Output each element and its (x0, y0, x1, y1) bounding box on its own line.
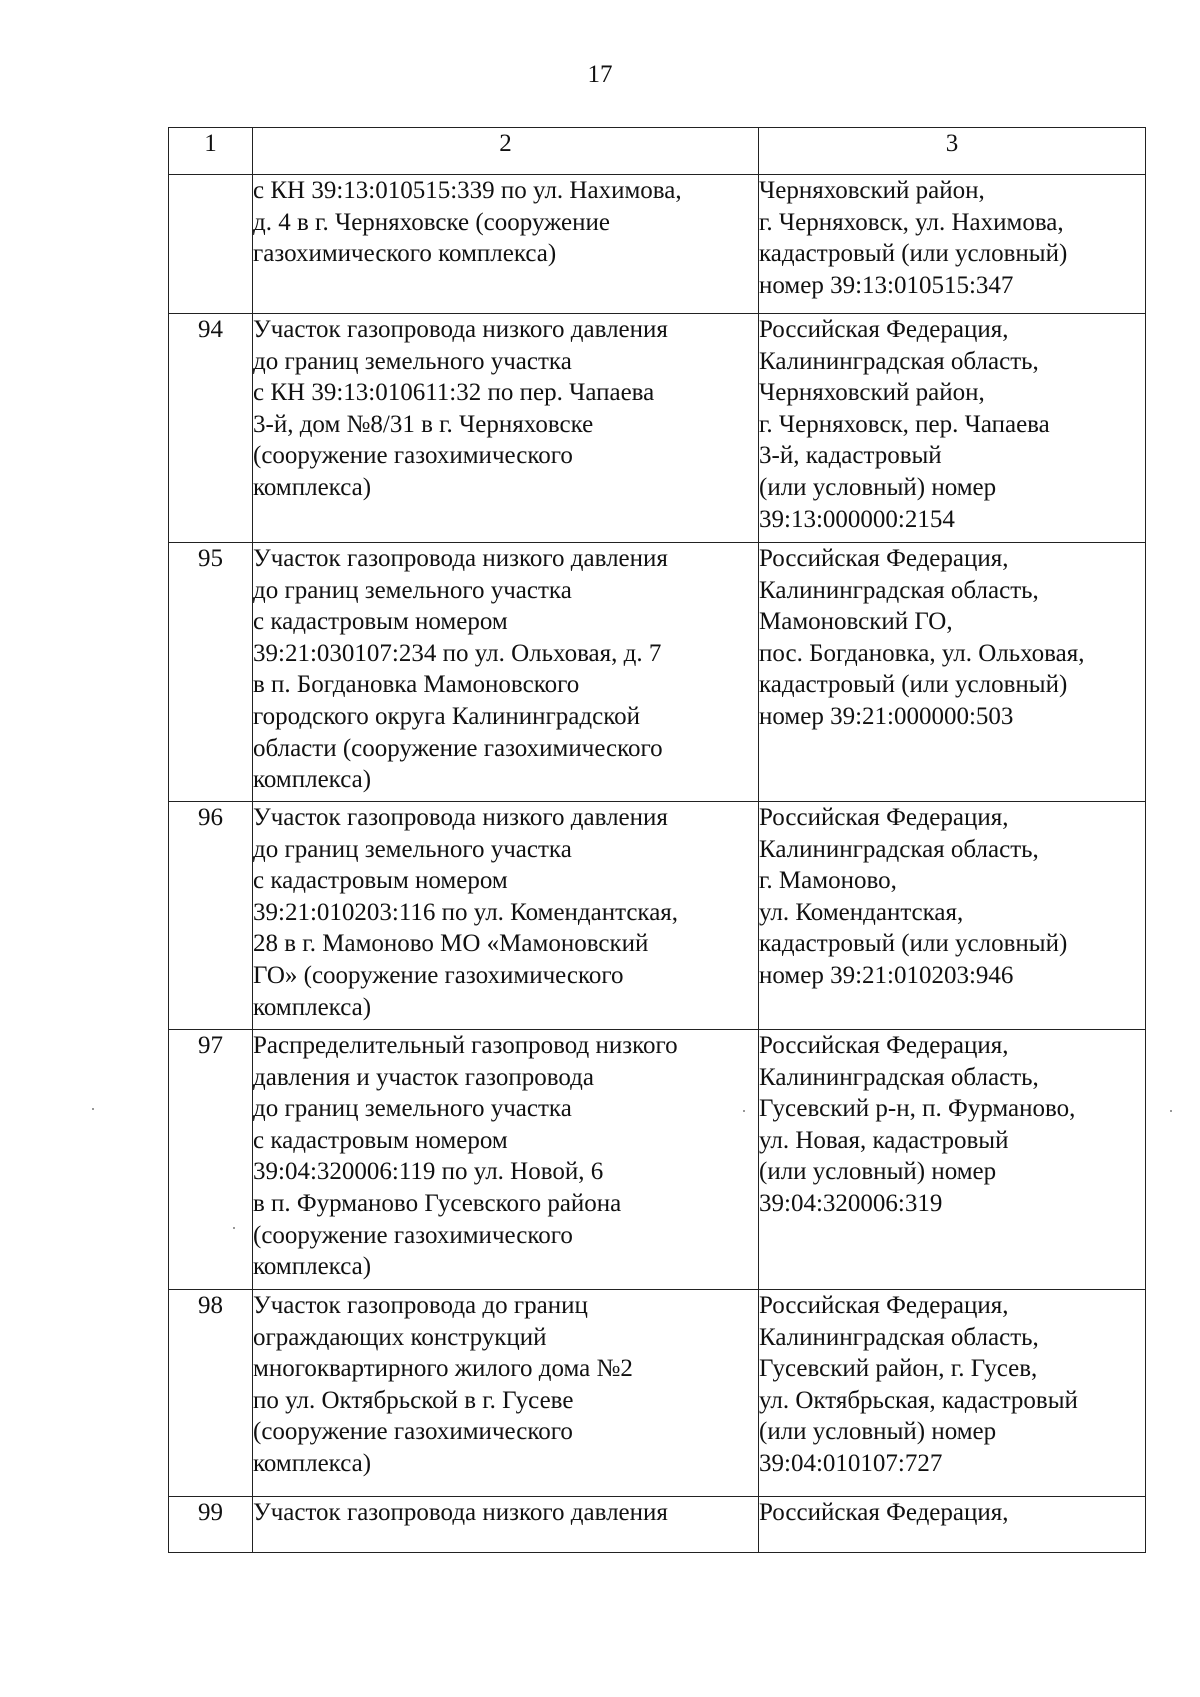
address-line: ул. Новая, кадастровый (759, 1126, 1009, 1154)
description-line: Участок газопровода низкого давления (253, 1499, 668, 1526)
table-row (169, 543, 1146, 802)
scan-speck (92, 1108, 94, 1110)
address-line: ул. Октябрьская, кадастровый (759, 1386, 1078, 1414)
description-line: д. 4 в г. Черняховске (сооружение (253, 208, 611, 236)
object-address (759, 1030, 1146, 1290)
description-line: Участок газопровода низкого давления (253, 804, 668, 831)
object-address (759, 1290, 1146, 1497)
scan-speck (233, 1227, 235, 1229)
address-line: номер 39:21:000000:503 (759, 702, 1014, 730)
scan-speck (1170, 1110, 1172, 1112)
address-line: кадастровый (или условный) (759, 930, 1068, 958)
address-line: кадастровый (или условный) (759, 671, 1068, 699)
address-line: г. Мамоново, (759, 867, 897, 895)
description-line: комплекса) (253, 1253, 372, 1281)
description-line: 39:04:320006:119 по ул. Новой, 6 (253, 1158, 604, 1186)
page-number: 17 (587, 61, 613, 88)
description-line: с КН 39:13:010611:32 по пер. Чапаева (253, 379, 655, 407)
address-line: Калининградская область, (759, 576, 1039, 604)
row-number: 99 (169, 1497, 253, 1553)
address-line: (или условный) номер (759, 1158, 997, 1186)
address-line: (или условный) номер (759, 473, 997, 501)
object-address (759, 802, 1146, 1030)
address-line: г. Черняховск, ул. Нахимова, (759, 208, 1064, 236)
description-line: Участок газопровода до границ (253, 1292, 588, 1319)
description-line: с кадастровым номером (253, 1126, 508, 1154)
scan-speck (743, 1110, 745, 1112)
object-description (253, 175, 759, 314)
description-line: с кадастровым номером (253, 867, 508, 895)
description-line: (сооружение газохимического (253, 1221, 573, 1249)
address-line: Черняховский район, (759, 379, 985, 407)
table-row (169, 314, 1146, 543)
address-line: Гусевский р-н, п. Фурманово, (759, 1095, 1076, 1123)
address-line: 3-й, кадастровый (759, 442, 942, 470)
object-address (759, 314, 1146, 543)
description-line: газохимического комплекса) (253, 240, 557, 268)
table-row (169, 802, 1146, 1030)
description-line: многоквартирного жилого дома №2 (253, 1355, 633, 1383)
address-line: Российская Федерация, (759, 1292, 1009, 1319)
description-line: до границ земельного участка (253, 347, 572, 375)
table-row (169, 1497, 1146, 1553)
table-header-row (169, 128, 1146, 175)
object-description (253, 1290, 759, 1497)
address-line: Калининградская область, (759, 835, 1039, 863)
address-line: Калининградская область, (759, 1063, 1039, 1091)
description-line: области (сооружение газохимического (253, 734, 663, 762)
table-row (169, 1030, 1146, 1290)
address-line: Мамоновский ГО, (759, 608, 953, 636)
address-line: 39:04:010107:727 (759, 1449, 943, 1477)
address-line: Черняховский район, (759, 177, 985, 204)
address-line: г. Черняховск, пер. Чапаева (759, 410, 1050, 438)
description-line: ГО» (сооружение газохимического (253, 961, 624, 989)
column-header-number: 1 (169, 128, 253, 175)
description-line: в п. Богдановка Мамоновского (253, 671, 580, 699)
row-number: 98 (169, 1290, 253, 1497)
description-line: давления и участок газопровода (253, 1063, 594, 1091)
description-line: Участок газопровода низкого давления (253, 545, 668, 572)
row-number (169, 175, 253, 314)
address-line: Российская Федерация, (759, 1032, 1009, 1059)
address-line: кадастровый (или условный) (759, 240, 1068, 268)
description-line: ограждающих конструкций (253, 1323, 547, 1351)
address-line: Калининградская область, (759, 347, 1039, 375)
table-row (169, 175, 1146, 314)
description-line: по ул. Октябрьской в г. Гусеве (253, 1386, 574, 1414)
row-number: 94 (169, 314, 253, 543)
object-address (759, 175, 1146, 314)
description-line: 3-й, дом №8/31 в г. Черняховске (253, 410, 594, 438)
address-line: Российская Федерация, (759, 316, 1009, 343)
address-line: Российская Федерация, (759, 545, 1009, 572)
description-line: Участок газопровода низкого давления (253, 316, 668, 343)
registry-table (168, 127, 1146, 1553)
description-line: (сооружение газохимического (253, 1418, 573, 1446)
description-line: комплекса) (253, 473, 372, 501)
description-line: 28 в г. Мамоново МО «Мамоновский (253, 930, 649, 958)
address-line: (или условный) номер (759, 1418, 997, 1446)
row-number: 97 (169, 1030, 253, 1290)
description-line: городского округа Калининградской (253, 702, 640, 730)
address-line: пос. Богдановка, ул. Ольховая, (759, 639, 1085, 667)
description-line: Распределительный газопровод низкого (253, 1032, 678, 1059)
description-line: в п. Фурманово Гусевского района (253, 1189, 622, 1217)
address-line: номер 39:21:010203:946 (759, 961, 1014, 989)
address-line: Гусевский район, г. Гусев, (759, 1355, 1038, 1383)
address-line: Калининградская область, (759, 1323, 1039, 1351)
address-line: 39:04:320006:319 (759, 1189, 943, 1217)
description-line: комплекса) (253, 766, 372, 794)
address-line: 39:13:000000:2154 (759, 505, 955, 533)
address-line: Российская Федерация, (759, 1499, 1009, 1526)
description-line: до границ земельного участка (253, 576, 572, 604)
object-description (253, 1497, 759, 1553)
address-line: ул. Комендантская, (759, 898, 964, 926)
address-line: номер 39:13:010515:347 (759, 271, 1014, 299)
description-line: до границ земельного участка (253, 835, 572, 863)
description-line: 39:21:030107:234 по ул. Ольховая, д. 7 (253, 639, 662, 667)
object-description (253, 1030, 759, 1290)
object-address (759, 543, 1146, 802)
object-description (253, 314, 759, 543)
object-description (253, 543, 759, 802)
description-line: комплекса) (253, 993, 372, 1021)
description-line: 39:21:010203:116 по ул. Комендантская, (253, 898, 679, 926)
description-line: с КН 39:13:010515:339 по ул. Нахимова, (253, 177, 682, 204)
description-line: комплекса) (253, 1449, 372, 1477)
description-line: до границ земельного участка (253, 1095, 572, 1123)
description-line: (сооружение газохимического (253, 442, 573, 470)
table-row (169, 1290, 1146, 1497)
object-description (253, 802, 759, 1030)
column-header-description: 2 (253, 128, 759, 175)
column-header-address: 3 (759, 128, 1146, 175)
address-line: Российская Федерация, (759, 804, 1009, 831)
row-number: 96 (169, 802, 253, 1030)
object-address (759, 1497, 1146, 1553)
row-number: 95 (169, 543, 253, 802)
description-line: с кадастровым номером (253, 608, 508, 636)
